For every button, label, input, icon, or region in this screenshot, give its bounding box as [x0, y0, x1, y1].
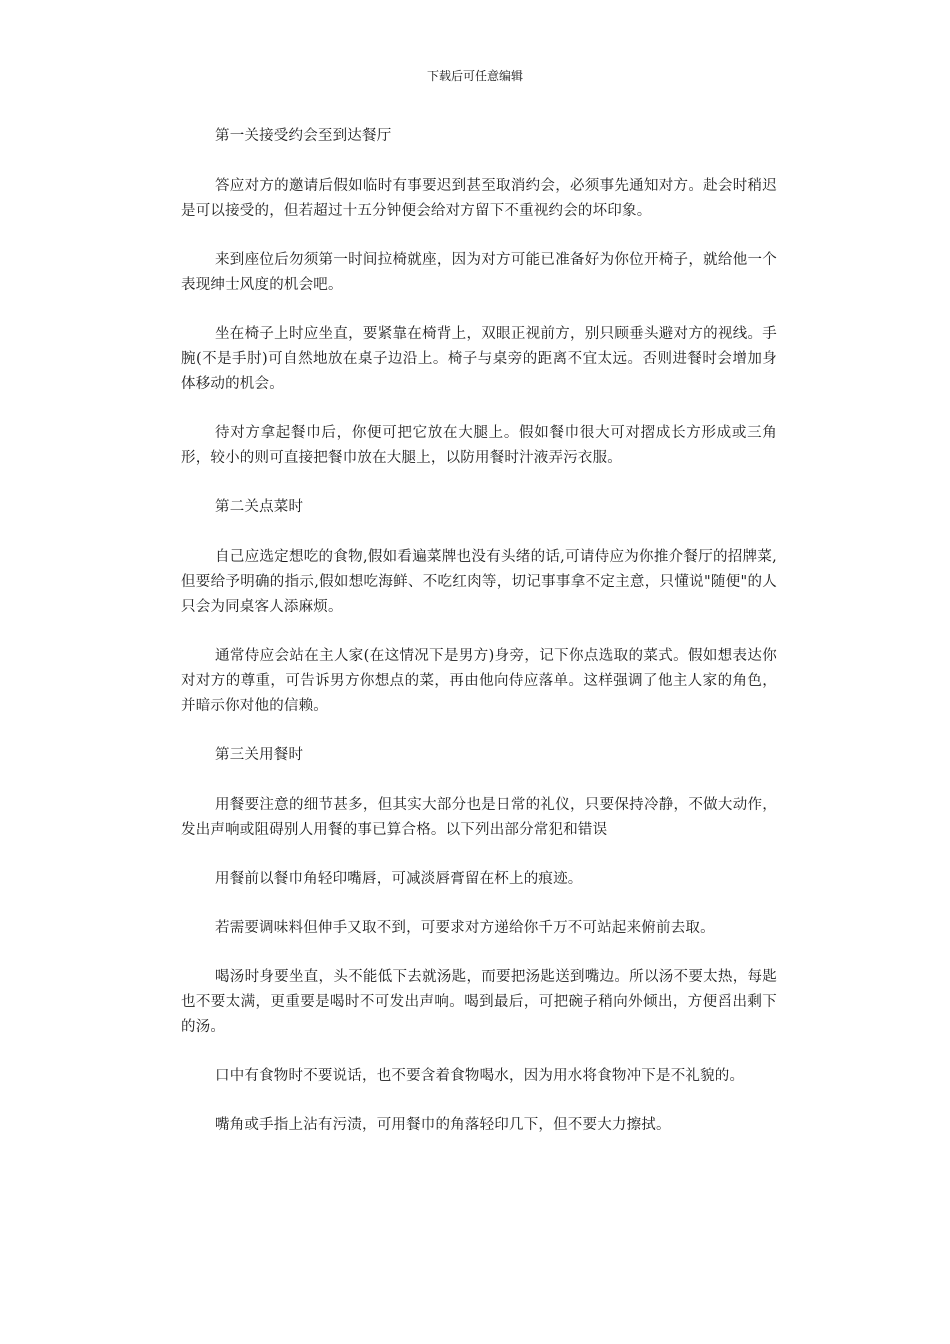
paragraph: 喝汤时身要坐直，头不能低下去就汤匙，而要把汤匙送到嘴边。所以汤不要太热，每匙也不要太满，更重要是喝时不可发出声响。喝到最后，可把碗子稍向外倾出，方便舀出剩下的汤。	[181, 969, 777, 1035]
paragraph: 坐在椅子上时应坐直，要紧靠在椅背上，双眼正视前方，别只顾垂头避对方的视线。手腕(不是手肘)可自然地放在桌子边沿上。椅子与桌旁的距离不宜太远。否则进餐时会增加身体移动的机会。	[181, 326, 777, 392]
section-heading-2: 第二关点菜时	[215, 499, 304, 515]
paragraph: 答应对方的邀请后假如临时有事要迟到甚至取消约会，必须事先通知对方。赴会时稍迟是可以接受的，但若超过十五分钟便会给对方留下不重视约会的坏印象。	[181, 178, 777, 219]
paragraph: 口中有食物时不要说话，也不要含着食物喝水，因为用水将食物冲下是不礼貌的。	[215, 1068, 745, 1084]
paragraph: 来到座位后勿须第一时间拉椅就座，因为对方可能已准备好为你位开椅子，就给他一个表现绅士风度的机会吧。	[181, 252, 777, 293]
paragraph: 若需要调味料但伸手又取不到，可要求对方递给你千万不可站起来俯前去取。	[215, 920, 715, 936]
document-body	[181, 124, 777, 1162]
paragraph: 用餐要注意的细节甚多，但其实大部分也是日常的礼仪，只要保持冷静，不做大动作，发出声响或阻碍别人用餐的事已算合格。以下列出部分常犯和错误	[181, 797, 777, 838]
paragraph: 嘴角或手指上沾有污渍，可用餐巾的角落轻印几下，但不要大力擦拭。	[215, 1117, 671, 1133]
section-heading-3: 第三关用餐时	[215, 747, 304, 763]
page-header: 下载后可任意编辑	[426, 69, 523, 83]
paragraph: 用餐前以餐巾角轻印嘴唇，可减淡唇膏留在杯上的痕迹。	[215, 871, 583, 887]
paragraph: 通常侍应会站在主人家(在这情况下是男方)身旁，记下你点选取的菜式。假如想表达你对对方的尊重，可告诉男方你想点的菜，再由他向侍应落单。这样强调了他主人家的角色，并暗示你对他的信赖。	[181, 648, 777, 714]
paragraph: 待对方拿起餐巾后，你便可把它放在大腿上。假如餐巾很大可对摺成长方形成或三角形，较小的则可直接把餐巾放在大腿上，以防用餐时汁液弄污衣服。	[181, 425, 777, 466]
paragraph: 自己应选定想吃的食物,假如看遍菜牌也没有头绪的话,可请侍应为你推介餐厅的招牌菜,但要给予明确的指示,假如想吃海鲜、不吃红肉等，切记事事拿不定主意，只懂说"随便"的人只会为同桌客人添麻烦。	[181, 549, 777, 615]
section-heading-1: 第一关接受约会至到达餐厅	[215, 128, 392, 144]
